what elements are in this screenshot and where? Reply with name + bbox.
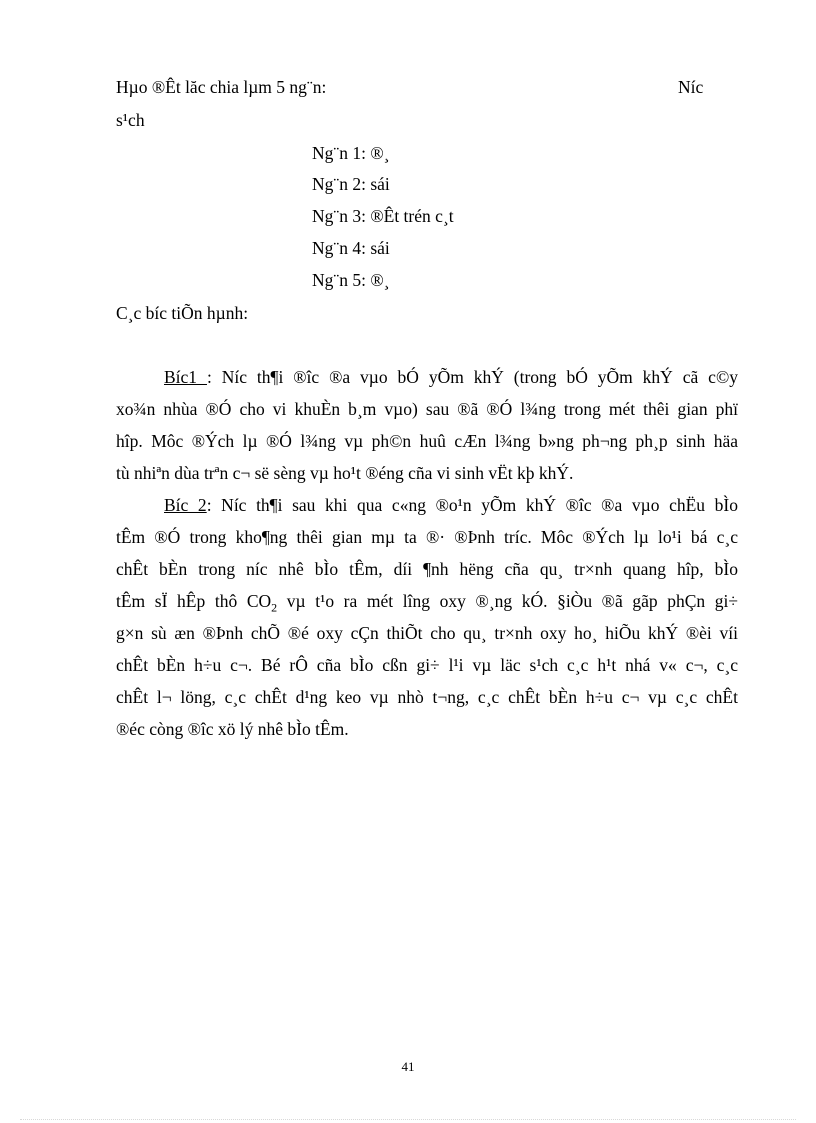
step2-line-5: g×n sù æn ®Þnh chÕ ®é oxy cÇn thiÕt cho qu¸ tr×nh oxy ho¸ hiÕu khÝ ®èi víi (116, 623, 738, 643)
step1-line-2: xo¾n nhùa ®Ó cho vi khuÈn b¸m vµo) sau ®ã ®Ó l¾ng trong mét thêi gian phï (116, 399, 738, 419)
step1-line-4: tù nhiªn dùa trªn c¬ së sèng vµ ho¹t ®éng cña vi sinh vËt kþ khÝ. (116, 463, 574, 483)
step2-line-2: tÊm ®Ó trong kho¶ng thêi gian mµ ta ®· ®Þnh tríc. Môc ®Ých lµ lo¹i bá c¸c (116, 527, 738, 547)
compartment-4: Ng¨n 4: sái (312, 238, 390, 258)
co2-subscript: 2 (271, 600, 278, 615)
step2-line-3: chÊt bÈn trong níc nhê bÌo tÊm, díi ¶nh hëng cña qu¸ tr×nh quang hîp, bÌo (116, 559, 738, 579)
page-bottom-divider (20, 1119, 796, 1120)
step2-line-8: ®éc còng ®îc xö lý nhê bÌo tÊm. (116, 719, 349, 739)
step2-line-4: tÊm sÏ hÊp thô $CO_2$ vµ t¹o ra mét lîng oxy ®¸ng kÓ. §iÒu ®ã gãp phÇn gi÷ (116, 591, 739, 615)
step1-line-1: Bíc1 : Níc th¶i ®îc ®a vµo bÓ yÕm khÝ (trong bÓ yÕm khÝ cã c©y (164, 367, 738, 387)
compartment-3: Ng¨n 3: ®Êt trén c¸t (312, 206, 454, 226)
step2-line-1: Bíc 2: Níc th¶i sau khi qua c«ng ®o¹n yÕm khÝ ®îc ®a vµo chËu bÌo (164, 495, 738, 515)
page-number: 41 (401, 1059, 415, 1074)
step1-line-3: hîp. Môc ®Ých lµ ®Ó l¾ng vµ ph©n huû cÆn l¾ng b»ng ph¬ng ph¸p sinh häa (116, 431, 738, 451)
compartment-1: Ng¨n 1: ®¸ (312, 143, 390, 163)
steps-heading: C¸c bíc tiÕn hµnh: (116, 303, 249, 323)
step2-line-6: chÊt bÈn h÷u c¬. Bé rÔ cña bÌo cßn gi÷ l¹i vµ läc s¹ch c¸c h¹t nhá v« c¬, c¸c (116, 655, 738, 675)
intro-line: Hµo ®Êt lăc chia lµm 5 ng¨n: (116, 77, 327, 97)
step2-label: Bíc 2 (164, 495, 207, 515)
compartment-5: Ng¨n 5: ®¸ (312, 270, 390, 290)
step1-label: Bíc1 (164, 367, 207, 387)
intro-right-word: Níc (678, 77, 704, 97)
step2-line-7: chÊt l¬ löng, c¸c chÊt d¹ng keo vµ nhò t¬ng, c¸c chÊt bÈn h÷u c¬ vµ c¸c chÊt (116, 687, 738, 707)
intro-continuation: s¹ch (116, 110, 145, 130)
compartment-2: Ng¨n 2: sái (312, 174, 390, 194)
